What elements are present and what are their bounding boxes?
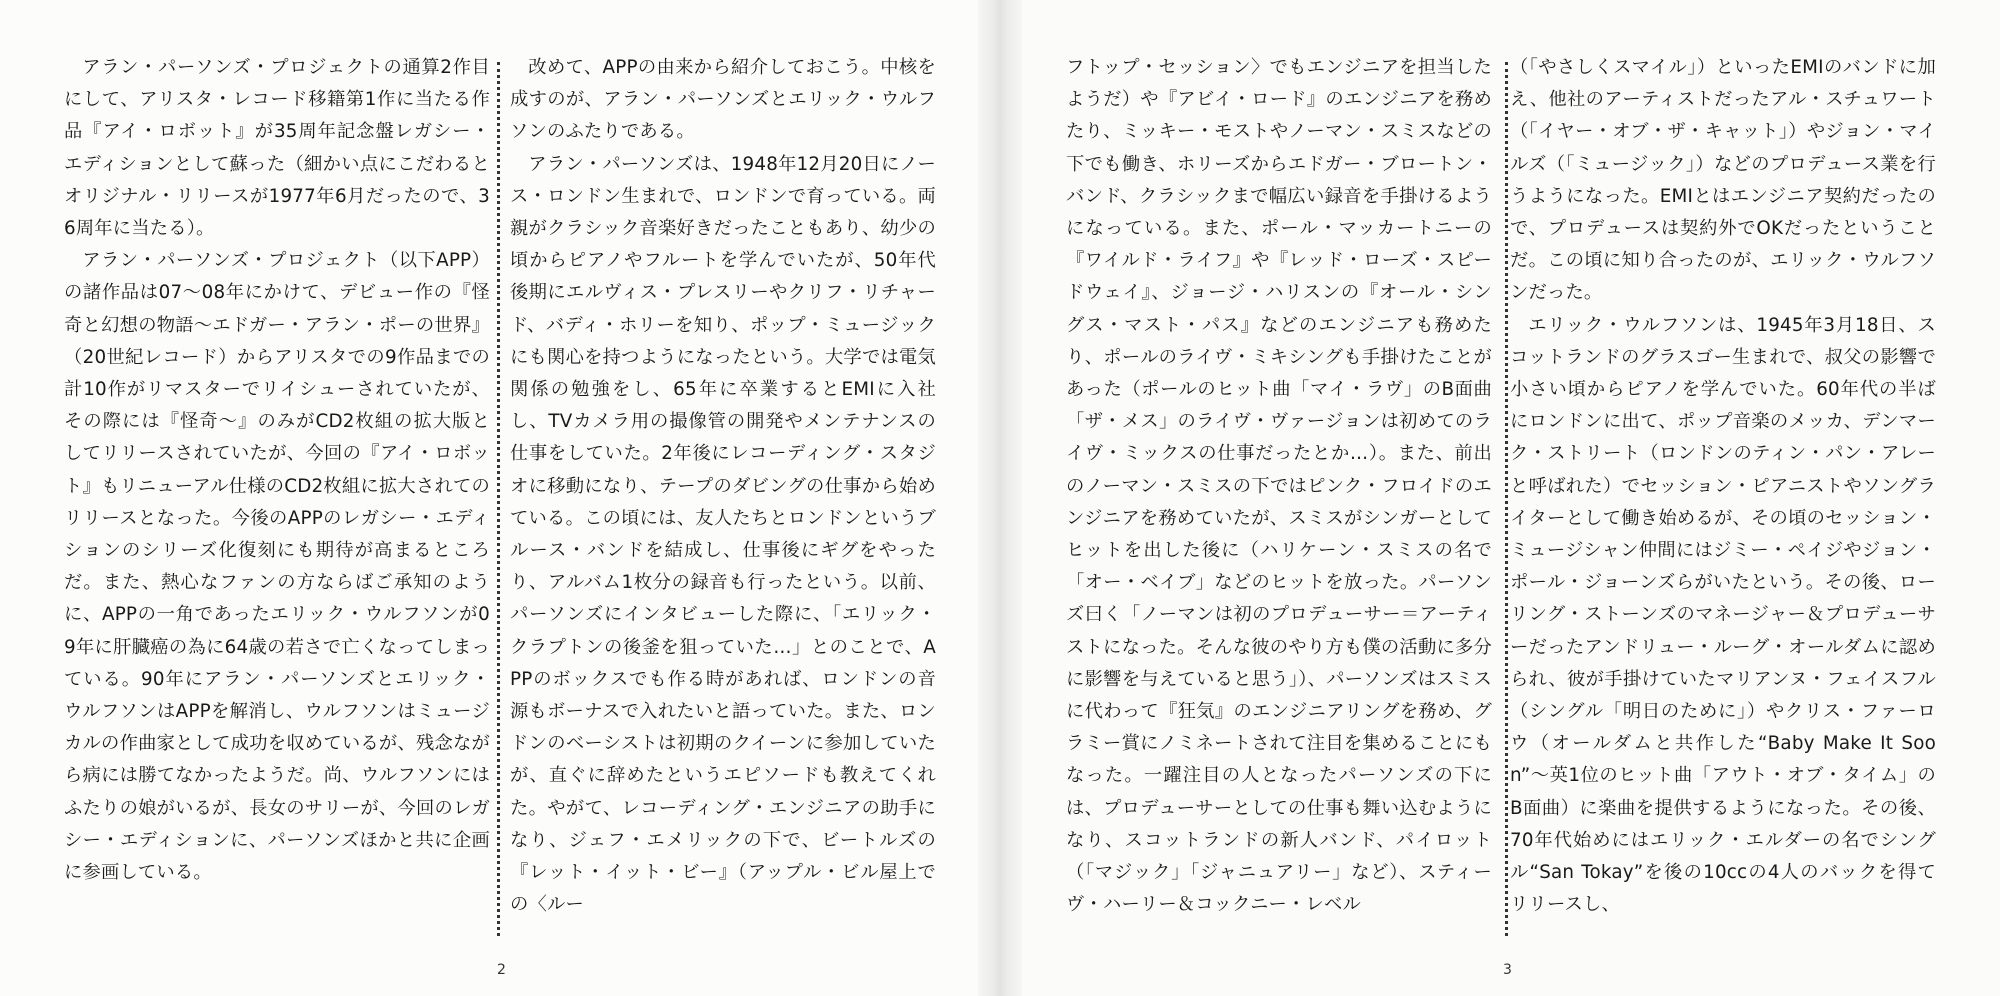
paragraph: フトップ・セッション〉でもエンジニアを担当したようだ）や『アビイ・ロード』のエンジニアを務めたり、ミッキー・モストやノーマン・スミスなどの下でも働き、ホリーズからエドガー・ブロートン・バンド、クラシックまで幅広い録音を手掛けるようになっている。また、ポール・マッカートニーの『ワイルド・ライフ』や『レッド・ローズ・スピードウェイ』、ジョージ・ハリスンの『オール・シングス・マスト・パス』などのエンジニアも務めたり、ポールのライヴ・ミキシングも手掛けたことがあった（ポールのヒット曲「マイ・ラヴ」のB面曲「ザ・メス」のライヴ・ヴァージョンは初めてのライヴ・ミックスの仕事だったとか…）。また、前出のノーマン・スミスの下ではピンク・フロイドのエンジニアを務めていたが、スミスがシンガーとしてヒットを出した後に（ハリケーン・スミスの名で「オー・ベイブ」などのヒットを放った。パーソンズ曰く「ノーマンは初のプロデューサー＝アーティストになった。そんな彼のやり方も僕の活動に多分に影響を与えていると思う」）、パーソンズはスミスに代わって『狂気』のエンジニアリングを務め、グラミー賞にノミネートされて注目を集めることにもなった。一躍注目の人となったパーソンズの下には、プロデューサーとしての仕事も舞い込むようになり、スコットランドの新人バンド、パイロット（「マジック」「ジャニュアリー」など）、スティーヴ・ハーリー＆コックニー・レベル bbox=[1066, 57, 1492, 916]
paragraph: 改めて、APPの由来から紹介しておこう。中核を成すのが、アラン・パーソンズとエリック・ウルフソンのふたりである。 bbox=[510, 57, 936, 143]
text-column-3 bbox=[1066, 52, 1492, 921]
text-column-2 bbox=[510, 52, 936, 921]
column-divider-left bbox=[497, 62, 500, 936]
column-divider-right bbox=[1505, 62, 1508, 936]
text-column-1 bbox=[64, 52, 490, 889]
binding-gutter bbox=[978, 0, 1022, 996]
paragraph: アラン・パーソンズ・プロジェクト（以下APP）の諸作品は07〜08年にかけて、デビュー作の『怪奇と幻想の物語〜エドガー・アラン・ポーの世界』（20世紀レコード）からアリスタでの9作品までの計10作がリマスターでリイシューされていたが、その際には『怪奇〜』のみがCD2枚組の拡大版としてリリースされていたが、今回の『アイ・ロボット』もリニューアル仕様のCD2枚組に拡大されてのリリースとなった。今後のAPPのレガシー・エディションのシリーズ化復刻にも期待が高まるところだ。また、熱心なファンの方ならばご承知のように、APPの一角であったエリック・ウルフソンが09年に肝臓癌の為に64歳の若さで亡くなってしまっている。90年にアラン・パーソンズとエリック・ウルフソンはAPPを解消し、ウルフソンはミュージカルの作曲家として成功を収めているが、残念ながら病には勝てなかったようだ。尚、ウルフソンにはふたりの娘がいるが、長女のサリーが、今回のレガシー・エディションに、パーソンズほかと共に企画に参画している。 bbox=[64, 250, 490, 884]
page-number-right: 3 bbox=[1503, 962, 1512, 978]
paragraph: アラン・パーソンズ・プロジェクトの通算2作目にして、アリスタ・レコード移籍第1作に当たる作品『アイ・ロボット』が35周年記念盤レガシー・エディションとして蘇った（細かい点にこだわるとオリジナル・リリースが1977年6月だったので、36周年に当たる）。 bbox=[64, 57, 490, 240]
paragraph: アラン・パーソンズは、1948年12月20日にノース・ロンドン生まれで、ロンドンで育っている。両親がクラシック音楽好きだったこともあり、幼少の頃からピアノやフルートを学んでいたが、50年代後期にエルヴィス・プレスリーやクリフ・リチャード、バディ・ホリーを知り、ポップ・ミュージックにも関心を持つようになったという。大学では電気関係の勉強をし、65年に卒業するとEMIに入社し、TVカメラ用の撮像管の開発やメンテナンスの仕事をしていた。2年後にレコーディング・スタジオに移動になり、テープのダビングの仕事から始めている。この頃には、友人たちとロンドンというブルース・バンドを結成し、仕事後にギグをやったり、アルバム1枚分の録音も行ったという。以前、パーソンズにインタビューした際に、「エリック・クラプトンの後釜を狙っていた…」とのことで、APPのボックスでも作る時があれば、ロンドンの音源もボーナスで入れたいと語っていた。また、ロンドンのベーシストは初期のクイーンに参加していたが、直ぐに辞めたというエピソードも教えてくれた。やがて、レコーディング・エンジニアの助手になり、ジェフ・エメリックの下で、ビートルズの『レット・イット・ビー』（アップル・ビル屋上での〈ルー bbox=[510, 153, 936, 916]
text-column-4 bbox=[1510, 52, 1936, 921]
paragraph: エリック・ウルフソンは、1945年3月18日、スコットランドのグラスゴー生まれで、叔父の影響で小さい頃からピアノを学んでいた。60年代の半ばにロンドンに出て、ポップ音楽のメッカ、デンマーク・ストリート（ロンドンのティン・パン・アレーと呼ばれた）でセッション・ピアニストやソングライターとして働き始めるが、その頃のセッション・ミュージシャン仲間にはジミー・ペイジやジョン・ポール・ジョーンズらがいたという。その後、ローリング・ストーンズのマネージャー＆プロデューサーだったアンドリュー・ルーグ・オールダムに認められ、彼が手掛けていたマリアンヌ・フェイスフル（シングル「明日のために」）やクリス・ファーロウ（オールダムと共作した“Baby Make It Soon”〜英1位のヒット曲「アウト・オブ・タイム」のB面曲）に楽曲を提供するようになった。その後、70年代始めにはエリック・エルダーの名でシングル“San Tokay”を後の10ccの4人のバックを得てリリースし、 bbox=[1510, 314, 1936, 916]
page-number-left: 2 bbox=[497, 962, 506, 978]
paragraph: （「やさしくスマイル」）といったEMIのバンドに加え、他社のアーティストだったアル・スチュワート（「イヤー・オブ・ザ・キャット」）やジョン・マイルズ（「ミュージック」）などのプロデュース業を行うようになった。EMIとはエンジニア契約だったので、プロデュースは契約外でOKだったということだ。この頃に知り合ったのが、エリック・ウルフソンだった。 bbox=[1510, 57, 1936, 304]
